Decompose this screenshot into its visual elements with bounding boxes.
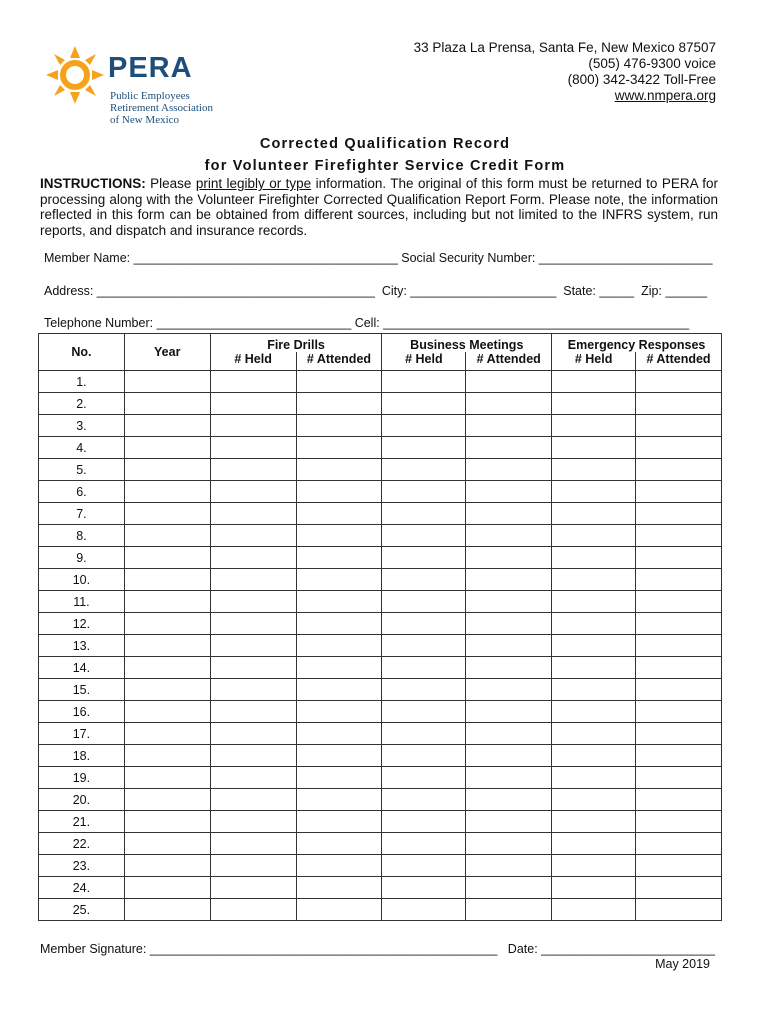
business-meetings-held-cell[interactable] (382, 723, 466, 745)
business-meetings-attended-cell[interactable] (466, 393, 552, 415)
logo-subtitle-line: Retirement Association (110, 102, 213, 114)
business-meetings-attended-cell[interactable] (466, 723, 552, 745)
instructions-emphasis: print legibly or type (195, 176, 312, 191)
table-row (39, 613, 722, 635)
business-meetings-attended-cell[interactable] (466, 525, 552, 547)
fire-drills-attended-cell[interactable] (296, 899, 382, 921)
fire-drills-attended-cell[interactable] (296, 393, 382, 415)
emergency-responses-held-cell[interactable] (552, 613, 636, 635)
emergency-responses-held-cell[interactable] (552, 591, 636, 613)
row-number: 11. (39, 591, 125, 613)
table-row (39, 657, 722, 679)
emergency-responses-header: Emergency Responses (552, 334, 722, 353)
emergency-responses-held-cell[interactable] (552, 855, 636, 877)
emergency-responses-attended-cell[interactable] (636, 855, 722, 877)
business-meetings-held-cell[interactable] (382, 393, 466, 415)
fire-drills-attended-cell[interactable] (296, 855, 382, 877)
logo-subtitle (110, 90, 213, 126)
table-row (39, 591, 722, 613)
fire-drills-attended-cell[interactable] (296, 723, 382, 745)
business-meetings-held-cell[interactable] (382, 833, 466, 855)
fire-drills-attended-cell[interactable] (296, 635, 382, 657)
fire-drills-attended-cell[interactable] (296, 833, 382, 855)
emergency-responses-held-cell[interactable] (552, 569, 636, 591)
emergency-responses-held-cell[interactable] (552, 811, 636, 833)
table-row (39, 723, 722, 745)
business-meetings-held-cell[interactable] (382, 789, 466, 811)
fire-drills-held-cell[interactable] (210, 899, 296, 921)
fire-drills-header: Fire Drills (210, 334, 382, 353)
fire-drills-held-cell[interactable] (210, 767, 296, 789)
year-cell[interactable] (124, 459, 210, 481)
emergency-responses-attended-cell[interactable] (636, 745, 722, 767)
business-meetings-attended-cell[interactable] (466, 657, 552, 679)
emergency-responses-held-cell[interactable] (552, 459, 636, 481)
emergency-responses-attended-cell[interactable] (636, 833, 722, 855)
fire-drills-held-cell[interactable] (210, 481, 296, 503)
tollfree-phone: (800) 342-3422 Toll-Free (567, 72, 716, 87)
row-number: 19. (39, 767, 125, 789)
fire-drills-attended-cell[interactable] (296, 459, 382, 481)
instructions-pre: Please (145, 176, 196, 191)
form-date: May 2019 (655, 957, 710, 971)
qualification-table (38, 333, 722, 921)
table-row (39, 811, 722, 833)
fire-drills-held-cell[interactable] (210, 437, 296, 459)
row-number: 15. (39, 679, 125, 701)
row-number: 23. (39, 855, 125, 877)
fire-drills-held-cell[interactable] (210, 789, 296, 811)
sun-icon (44, 44, 106, 106)
fire-drills-held-cell[interactable] (210, 657, 296, 679)
table-row (39, 393, 722, 415)
emergency-responses-held-cell[interactable] (552, 437, 636, 459)
business-meetings-attended-cell[interactable] (466, 613, 552, 635)
attended-header: # Attended (636, 352, 722, 371)
business-meetings-held-cell[interactable] (382, 657, 466, 679)
fire-drills-held-cell[interactable] (210, 613, 296, 635)
fire-drills-held-cell[interactable] (210, 547, 296, 569)
year-cell[interactable] (124, 569, 210, 591)
emergency-responses-attended-cell[interactable] (636, 635, 722, 657)
logo-name: PERA (108, 52, 193, 84)
business-meetings-header: Business Meetings (382, 334, 552, 353)
row-number: 21. (39, 811, 125, 833)
row-number: 8. (39, 525, 125, 547)
business-meetings-held-cell[interactable] (382, 613, 466, 635)
business-meetings-attended-cell[interactable] (466, 679, 552, 701)
emergency-responses-attended-cell[interactable] (636, 767, 722, 789)
emergency-responses-attended-cell[interactable] (636, 613, 722, 635)
emergency-responses-attended-cell[interactable] (636, 525, 722, 547)
business-meetings-held-cell[interactable] (382, 877, 466, 899)
business-meetings-attended-cell[interactable] (466, 789, 552, 811)
business-meetings-attended-cell[interactable] (466, 481, 552, 503)
business-meetings-attended-cell[interactable] (466, 701, 552, 723)
emergency-responses-attended-cell[interactable] (636, 811, 722, 833)
attended-header: # Attended (466, 352, 552, 371)
logo-subtitle-line: of New Mexico (110, 114, 180, 126)
business-meetings-held-cell[interactable] (382, 437, 466, 459)
business-meetings-attended-cell[interactable] (466, 459, 552, 481)
fire-drills-attended-cell[interactable] (296, 569, 382, 591)
fire-drills-attended-cell[interactable] (296, 525, 382, 547)
row-number: 3. (39, 415, 125, 437)
emergency-responses-attended-cell[interactable] (636, 591, 722, 613)
row-number: 17. (39, 723, 125, 745)
year-cell[interactable] (124, 701, 210, 723)
table-row (39, 547, 722, 569)
fire-drills-attended-cell[interactable] (296, 877, 382, 899)
fire-drills-held-cell[interactable] (210, 459, 296, 481)
emergency-responses-attended-cell[interactable] (636, 899, 722, 921)
website-link[interactable]: www.nmpera.org (614, 88, 716, 103)
emergency-responses-attended-cell[interactable] (636, 789, 722, 811)
emergency-responses-attended-cell[interactable] (636, 701, 722, 723)
row-number: 7. (39, 503, 125, 525)
fire-drills-held-cell[interactable] (210, 371, 296, 393)
fire-drills-held-cell[interactable] (210, 635, 296, 657)
row-number: 6. (39, 481, 125, 503)
emergency-responses-held-cell[interactable] (552, 767, 636, 789)
fire-drills-attended-cell[interactable] (296, 503, 382, 525)
business-meetings-attended-cell[interactable] (466, 415, 552, 437)
year-cell[interactable] (124, 855, 210, 877)
table-row (39, 833, 722, 855)
fire-drills-held-cell[interactable] (210, 679, 296, 701)
table-row (39, 745, 722, 767)
emergency-responses-attended-cell[interactable] (636, 459, 722, 481)
business-meetings-attended-cell[interactable] (466, 877, 552, 899)
business-meetings-held-cell[interactable] (382, 745, 466, 767)
emergency-responses-held-cell[interactable] (552, 393, 636, 415)
business-meetings-held-cell[interactable] (382, 767, 466, 789)
fire-drills-attended-cell[interactable] (296, 547, 382, 569)
year-cell[interactable] (124, 635, 210, 657)
business-meetings-held-cell[interactable] (382, 415, 466, 437)
fire-drills-attended-cell[interactable] (296, 415, 382, 437)
table-row (39, 855, 722, 877)
row-number: 14. (39, 657, 125, 679)
business-meetings-held-cell[interactable] (382, 679, 466, 701)
year-cell[interactable] (124, 657, 210, 679)
table-row (39, 635, 722, 657)
fire-drills-held-cell[interactable] (210, 877, 296, 899)
emergency-responses-attended-cell[interactable] (636, 569, 722, 591)
emergency-responses-attended-cell[interactable] (636, 481, 722, 503)
emergency-responses-attended-cell[interactable] (636, 723, 722, 745)
business-meetings-attended-cell[interactable] (466, 591, 552, 613)
year-cell[interactable] (124, 371, 210, 393)
emergency-responses-held-cell[interactable] (552, 657, 636, 679)
row-number: 22. (39, 833, 125, 855)
row-number: 2. (39, 393, 125, 415)
fire-drills-held-cell[interactable] (210, 415, 296, 437)
table-row (39, 525, 722, 547)
emergency-responses-held-cell[interactable] (552, 481, 636, 503)
held-header: # Held (210, 352, 296, 371)
business-meetings-held-cell[interactable] (382, 591, 466, 613)
emergency-responses-held-cell[interactable] (552, 899, 636, 921)
table-row (39, 701, 722, 723)
year-cell[interactable] (124, 679, 210, 701)
business-meetings-held-cell[interactable] (382, 481, 466, 503)
fire-drills-attended-cell[interactable] (296, 745, 382, 767)
emergency-responses-held-cell[interactable] (552, 701, 636, 723)
telephone-field[interactable]: Telephone Number: ____________________________ Cell: ____________________________________________ (44, 316, 690, 330)
year-cell[interactable] (124, 503, 210, 525)
fire-drills-held-cell[interactable] (210, 393, 296, 415)
business-meetings-held-cell[interactable] (382, 371, 466, 393)
row-number: 12. (39, 613, 125, 635)
signature-line[interactable]: Member Signature: __________________________________________________ Date: _________________________ (40, 942, 715, 956)
row-number: 1. (39, 371, 125, 393)
emergency-responses-held-cell[interactable] (552, 745, 636, 767)
fire-drills-held-cell[interactable] (210, 701, 296, 723)
business-meetings-attended-cell[interactable] (466, 635, 552, 657)
business-meetings-attended-cell[interactable] (466, 569, 552, 591)
held-header: # Held (552, 352, 636, 371)
logo-subtitle-line: Public Employees (110, 90, 190, 102)
address-field[interactable]: Address: ________________________________________ City: _____________________ State: _____ Zip: ______ (44, 284, 708, 298)
year-cell[interactable] (124, 591, 210, 613)
fire-drills-attended-cell[interactable] (296, 811, 382, 833)
member-name-field[interactable]: Member Name: ______________________________________ Social Security Number: _________________________ (44, 251, 713, 265)
fire-drills-held-cell[interactable] (210, 833, 296, 855)
year-cell[interactable] (124, 393, 210, 415)
table-row (39, 877, 722, 899)
business-meetings-attended-cell[interactable] (466, 371, 552, 393)
business-meetings-held-cell[interactable] (382, 459, 466, 481)
fire-drills-held-cell[interactable] (210, 569, 296, 591)
row-number: 5. (39, 459, 125, 481)
fire-drills-held-cell[interactable] (210, 503, 296, 525)
year-cell[interactable] (124, 767, 210, 789)
fire-drills-attended-cell[interactable] (296, 591, 382, 613)
emergency-responses-held-cell[interactable] (552, 679, 636, 701)
fire-drills-attended-cell[interactable] (296, 789, 382, 811)
year-cell[interactable] (124, 745, 210, 767)
table-row (39, 481, 722, 503)
business-meetings-held-cell[interactable] (382, 811, 466, 833)
fire-drills-attended-cell[interactable] (296, 679, 382, 701)
fire-drills-attended-cell[interactable] (296, 371, 382, 393)
business-meetings-attended-cell[interactable] (466, 437, 552, 459)
year-cell[interactable] (124, 415, 210, 437)
year-cell[interactable] (124, 525, 210, 547)
business-meetings-held-cell[interactable] (382, 503, 466, 525)
year-cell[interactable] (124, 789, 210, 811)
business-meetings-attended-cell[interactable] (466, 503, 552, 525)
emergency-responses-attended-cell[interactable] (636, 415, 722, 437)
fire-drills-held-cell[interactable] (210, 855, 296, 877)
business-meetings-held-cell[interactable] (382, 635, 466, 657)
emergency-responses-attended-cell[interactable] (636, 547, 722, 569)
emergency-responses-held-cell[interactable] (552, 833, 636, 855)
col-no-header: No. (39, 334, 125, 371)
business-meetings-held-cell[interactable] (382, 701, 466, 723)
emergency-responses-attended-cell[interactable] (636, 503, 722, 525)
row-number: 20. (39, 789, 125, 811)
form-title: Corrected Qualification Record (259, 136, 511, 152)
table-row (39, 415, 722, 437)
year-cell[interactable] (124, 723, 210, 745)
business-meetings-held-cell[interactable] (382, 547, 466, 569)
year-cell[interactable] (124, 613, 210, 635)
fire-drills-held-cell[interactable] (210, 811, 296, 833)
emergency-responses-held-cell[interactable] (552, 503, 636, 525)
emergency-responses-held-cell[interactable] (552, 877, 636, 899)
instructions (40, 176, 718, 238)
row-number: 25. (39, 899, 125, 921)
fire-drills-attended-cell[interactable] (296, 701, 382, 723)
fire-drills-held-cell[interactable] (210, 745, 296, 767)
table-row (39, 767, 722, 789)
emergency-responses-attended-cell[interactable] (636, 657, 722, 679)
row-number: 24. (39, 877, 125, 899)
instructions-text: information. The original of this form must be returned to PERA for processing along with the Volunteer Firefighter Corrected Qualification Report Form. Please note, the information reflected in this form can be obtained from different sources, including but not limited to the INFRS system, run reports, and dispatch and insurance records. (40, 176, 719, 238)
emergency-responses-attended-cell[interactable] (636, 371, 722, 393)
fire-drills-attended-cell[interactable] (296, 437, 382, 459)
row-number: 16. (39, 701, 125, 723)
business-meetings-held-cell[interactable] (382, 525, 466, 547)
emergency-responses-attended-cell[interactable] (636, 437, 722, 459)
business-meetings-held-cell[interactable] (382, 899, 466, 921)
emergency-responses-held-cell[interactable] (552, 635, 636, 657)
fire-drills-attended-cell[interactable] (296, 613, 382, 635)
fire-drills-attended-cell[interactable] (296, 767, 382, 789)
contact-block (414, 40, 716, 104)
held-header: # Held (382, 352, 466, 371)
street-address: 33 Plaza La Prensa, Santa Fe, New Mexico 87507 (413, 40, 716, 55)
business-meetings-attended-cell[interactable] (466, 855, 552, 877)
table-row (39, 789, 722, 811)
fire-drills-attended-cell[interactable] (296, 657, 382, 679)
year-cell[interactable] (124, 833, 210, 855)
row-number: 9. (39, 547, 125, 569)
business-meetings-held-cell[interactable] (382, 569, 466, 591)
business-meetings-attended-cell[interactable] (466, 767, 552, 789)
business-meetings-attended-cell[interactable] (466, 745, 552, 767)
table-row (39, 437, 722, 459)
emergency-responses-held-cell[interactable] (552, 723, 636, 745)
table-body (39, 371, 722, 921)
fire-drills-attended-cell[interactable] (296, 481, 382, 503)
row-number: 13. (39, 635, 125, 657)
emergency-responses-held-cell[interactable] (552, 415, 636, 437)
attended-header: # Attended (296, 352, 382, 371)
fire-drills-held-cell[interactable] (210, 525, 296, 547)
form-subtitle: for Volunteer Firefighter Service Credit Form (204, 158, 566, 174)
col-year-header: Year (124, 334, 210, 371)
business-meetings-attended-cell[interactable] (466, 547, 552, 569)
business-meetings-attended-cell[interactable] (466, 833, 552, 855)
business-meetings-held-cell[interactable] (382, 855, 466, 877)
instructions-label: INSTRUCTIONS: (40, 176, 146, 191)
pera-logo (44, 40, 244, 130)
emergency-responses-held-cell[interactable] (552, 371, 636, 393)
row-number: 4. (39, 437, 125, 459)
table-row (39, 459, 722, 481)
voice-phone: (505) 476-9300 voice (588, 56, 716, 71)
fire-drills-held-cell[interactable] (210, 723, 296, 745)
fire-drills-held-cell[interactable] (210, 591, 296, 613)
emergency-responses-held-cell[interactable] (552, 789, 636, 811)
emergency-responses-attended-cell[interactable] (636, 393, 722, 415)
year-cell[interactable] (124, 877, 210, 899)
year-cell[interactable] (124, 811, 210, 833)
table-row (39, 679, 722, 701)
year-cell[interactable] (124, 437, 210, 459)
row-number: 18. (39, 745, 125, 767)
table-row (39, 503, 722, 525)
emergency-responses-attended-cell[interactable] (636, 877, 722, 899)
year-cell[interactable] (124, 547, 210, 569)
emergency-responses-held-cell[interactable] (552, 547, 636, 569)
year-cell[interactable] (124, 899, 210, 921)
emergency-responses-held-cell[interactable] (552, 525, 636, 547)
table-row (39, 371, 722, 393)
year-cell[interactable] (124, 481, 210, 503)
row-number: 10. (39, 569, 125, 591)
business-meetings-attended-cell[interactable] (466, 899, 552, 921)
business-meetings-attended-cell[interactable] (466, 811, 552, 833)
emergency-responses-attended-cell[interactable] (636, 679, 722, 701)
table-row (39, 569, 722, 591)
table-row (39, 899, 722, 921)
